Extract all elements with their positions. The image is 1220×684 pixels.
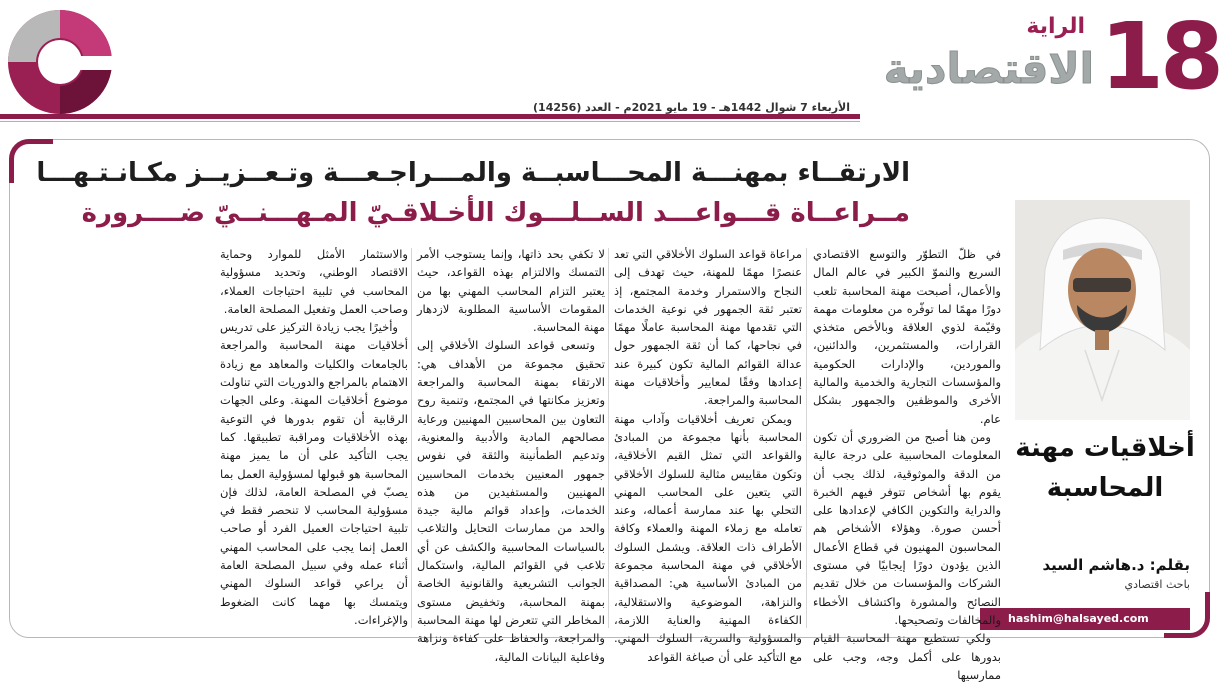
headline-primary: الارتقــاء بمهنـــة المحـــاسبــة والمـــراجـعـــة وتـعــزيــز مكـانـتـهـــا [36, 158, 910, 188]
dateline: الأربعاء 7 شوال 1442هـ - 19 مايو 2021م - العدد (14256) [533, 101, 850, 114]
paragraph: في ظلّ التطوّر والتوسع الاقتصادي السريع والنموّ الكبير في عالم المال والأعمال، أصبحت مهنة المحاسبة تلعب دورًا مهمًا لما توفّره من معلومات مهمة وقيّمة لذوي العلاقة وبالأخص متخذي القرارات، والمستثمرين، والدائنين، والموردين، والإدارات الحكومية والمؤسسات التجارية والخدمية والمالية الأخرى والموظفين والجمهور بشكل عام. [813, 247, 1001, 426]
paragraph: لا تكفي بحد ذاتها، وإنما يستوجب الأمر التمسك والالتزام بهذه القواعد، حيث يعتبر التزام المحاسب المهني بها من المقومات الأساسية المطلوبة لازدهار مهنة المحاسبة. [417, 247, 605, 335]
column-name: أخلاقيات مهنة المحاسبة [1015, 433, 1195, 503]
paragraph: وأخيرًا يجب زيادة التركيز على تدريس أخلاقيات مهنة المحاسبة والمراجعة بالجامعات والكليات والمعاهد مع زيادة الاهتمام بالمراجع والدوريات التي تناولت موضوع أخلاقيات المهنة. وعلى الجهات الرقابية أن تقوم بدورها في التوعية بهذه الأخلاقيات ومراقبة تطبيقها. كما يجب التأكيد على أن ما يميز مهنة المحاسبة هو قبولها لمسؤولية العمل بما يصبّ في المصلحة العامة، لذلك فإن مسؤولية المحاسب لا تنحصر فقط في تلبية احتياجات العميل الفرد أو صاحب العمل إنما يجب على المحاسب المهني أثناء عمله وفي سبيل المصلحة العامة أن يراعي قواعد السلوك المهني ويتمسك بها مهما كانت الضغوط والإغراءات. [219, 320, 408, 627]
article-column-3 [417, 245, 605, 664]
author-role: باحث اقتصادي [1124, 578, 1190, 591]
paragraph: والاستثمار الأمثل للموارد وحماية الاقتصاد الوطني، وتحديد مسؤولية المحاسب في تلبية احتياجات العملاء، وصاحب العمل وتفعيل المصلحة العامة. [220, 247, 408, 316]
header-divider-thin [0, 121, 860, 122]
article-column-4 [220, 245, 408, 630]
section-title: الاقتصادية [883, 44, 1094, 93]
author-photo [1015, 200, 1190, 420]
column-divider [608, 248, 609, 628]
paragraph: ويمكن تعريف أخلاقيات وآداب مهنة المحاسبة بأنها مجموعة من المبادئ والقواعد التي تمثل القيم الأخلاقية، وتكون مقاييس مثالية للسلوك الأخلاقي التي يتعين على المحاسب المهني التحلي بها عند ممارسة أعماله، وعند تعامله مع زملاء المهنة والعملاء وكافة الأطراف ذات العلاقة. ويشمل السلوك الأخلاقي في مهنة المحاسبة مجموعة من المبادئ الأساسية هي: المصداقية والنزاهة، الموضوعية والاستقلالية، الكفاءة المهنية والعناية اللازمة، والمسؤولية والسرية، السلوك المهني. مع التأكيد على أن صياغة القواعد [614, 411, 802, 664]
column-divider [411, 248, 412, 628]
headline-secondary: مــراعــاة قـــواعـــد الســلـــوك الأخـلاقـيّ المـهـــنــيّ ضــــرورة [81, 198, 910, 228]
paragraph: ومن هنا أصبح من الضروري أن تكون المعلومات المحاسبية على درجة عالية من الدقة والموثوقية، لذلك يجب أن يقوم بها أشخاص تتوفر فيهم الخبرة والدراية والتكوين الكافي لإعدادها على أحسن صورة. وهؤلاء الأشخاص هم المحاسبون المهنيون في قطاع الأعمال الذين يؤدون دورًا إيجابيًا في مستوى الشركات والمؤسسات من خلال تقديم النصائح والمشورة واكتشاف الأخطاء والمخالفات وتصحيحها. [813, 429, 1001, 627]
page-number: 18 [1100, 3, 1220, 110]
article-column-1 [813, 245, 1001, 682]
header-divider [0, 114, 860, 119]
page-header [0, 0, 1218, 125]
paragraph: وتسعى قواعد السلوك الأخلاقي إلى تحقيق مجموعة من الأهداف هي: الارتقاء بمهنة المحاسبة والمراجعة وتعزيز مكانتها في المجتمع، وتنمية روح التعاون بين المحاسبين المهنيين ورعاية مصالحهم المادية والأدبية والمعنوية، وتدعيم الطمأنينة والثقة في نفوس جمهور المعنيين بخدمات المحاسبين المهنيين والمستفيدين من هذه الخدمات، وإعداد قوائم مالية جيدة والحد من ممارسات التحايل والتلاعب بالسياسات المحاسبية والكشف عن أي تلاعب في القوائم المالية، واستكمال الجوانب التشريعية والقانونية الخاصة بمهنة المحاسبة، وتخفيض مستوى المخاطر التي تتعرض لها مهنة المحاسبة والمراجعة، والحفاظ على كفاءة ونزاهة وفاعلية البيانات المالية، [417, 338, 605, 664]
article-column-2 [614, 245, 802, 664]
section-logo-icon [4, 6, 116, 118]
column-divider [806, 248, 807, 628]
author-email[interactable]: hashim@halsayed.com [980, 608, 1190, 630]
paragraph: ولكي تستطيع مهنة المحاسبة القيام بدورها على أكمل وجه، وجب على ممارسيها [813, 631, 1001, 682]
brand-title-top: الراية [1026, 14, 1085, 39]
paragraph: مراعاة قواعد السلوك الأخلاقي التي تعد عنصرًا مهمًا للمهنة، حيث تهدف إلى النجاح والاستمرار وخدمة المجتمع، إذ تعتبر ثقة الجمهور في نوعية الخدمات التي تقدمها مهنة المحاسبة عاملًا مهمًا في نجاحها، كما أن ثقة الجمهور حول عدالة القوائم المالية تكون كبيرة عند إعدادها وفقًا لمعايير وأخلاقيات مهنة المحاسبة والمراجعة. [614, 247, 802, 408]
author-byline: بقلم: د.هاشم السيد [1042, 556, 1190, 574]
